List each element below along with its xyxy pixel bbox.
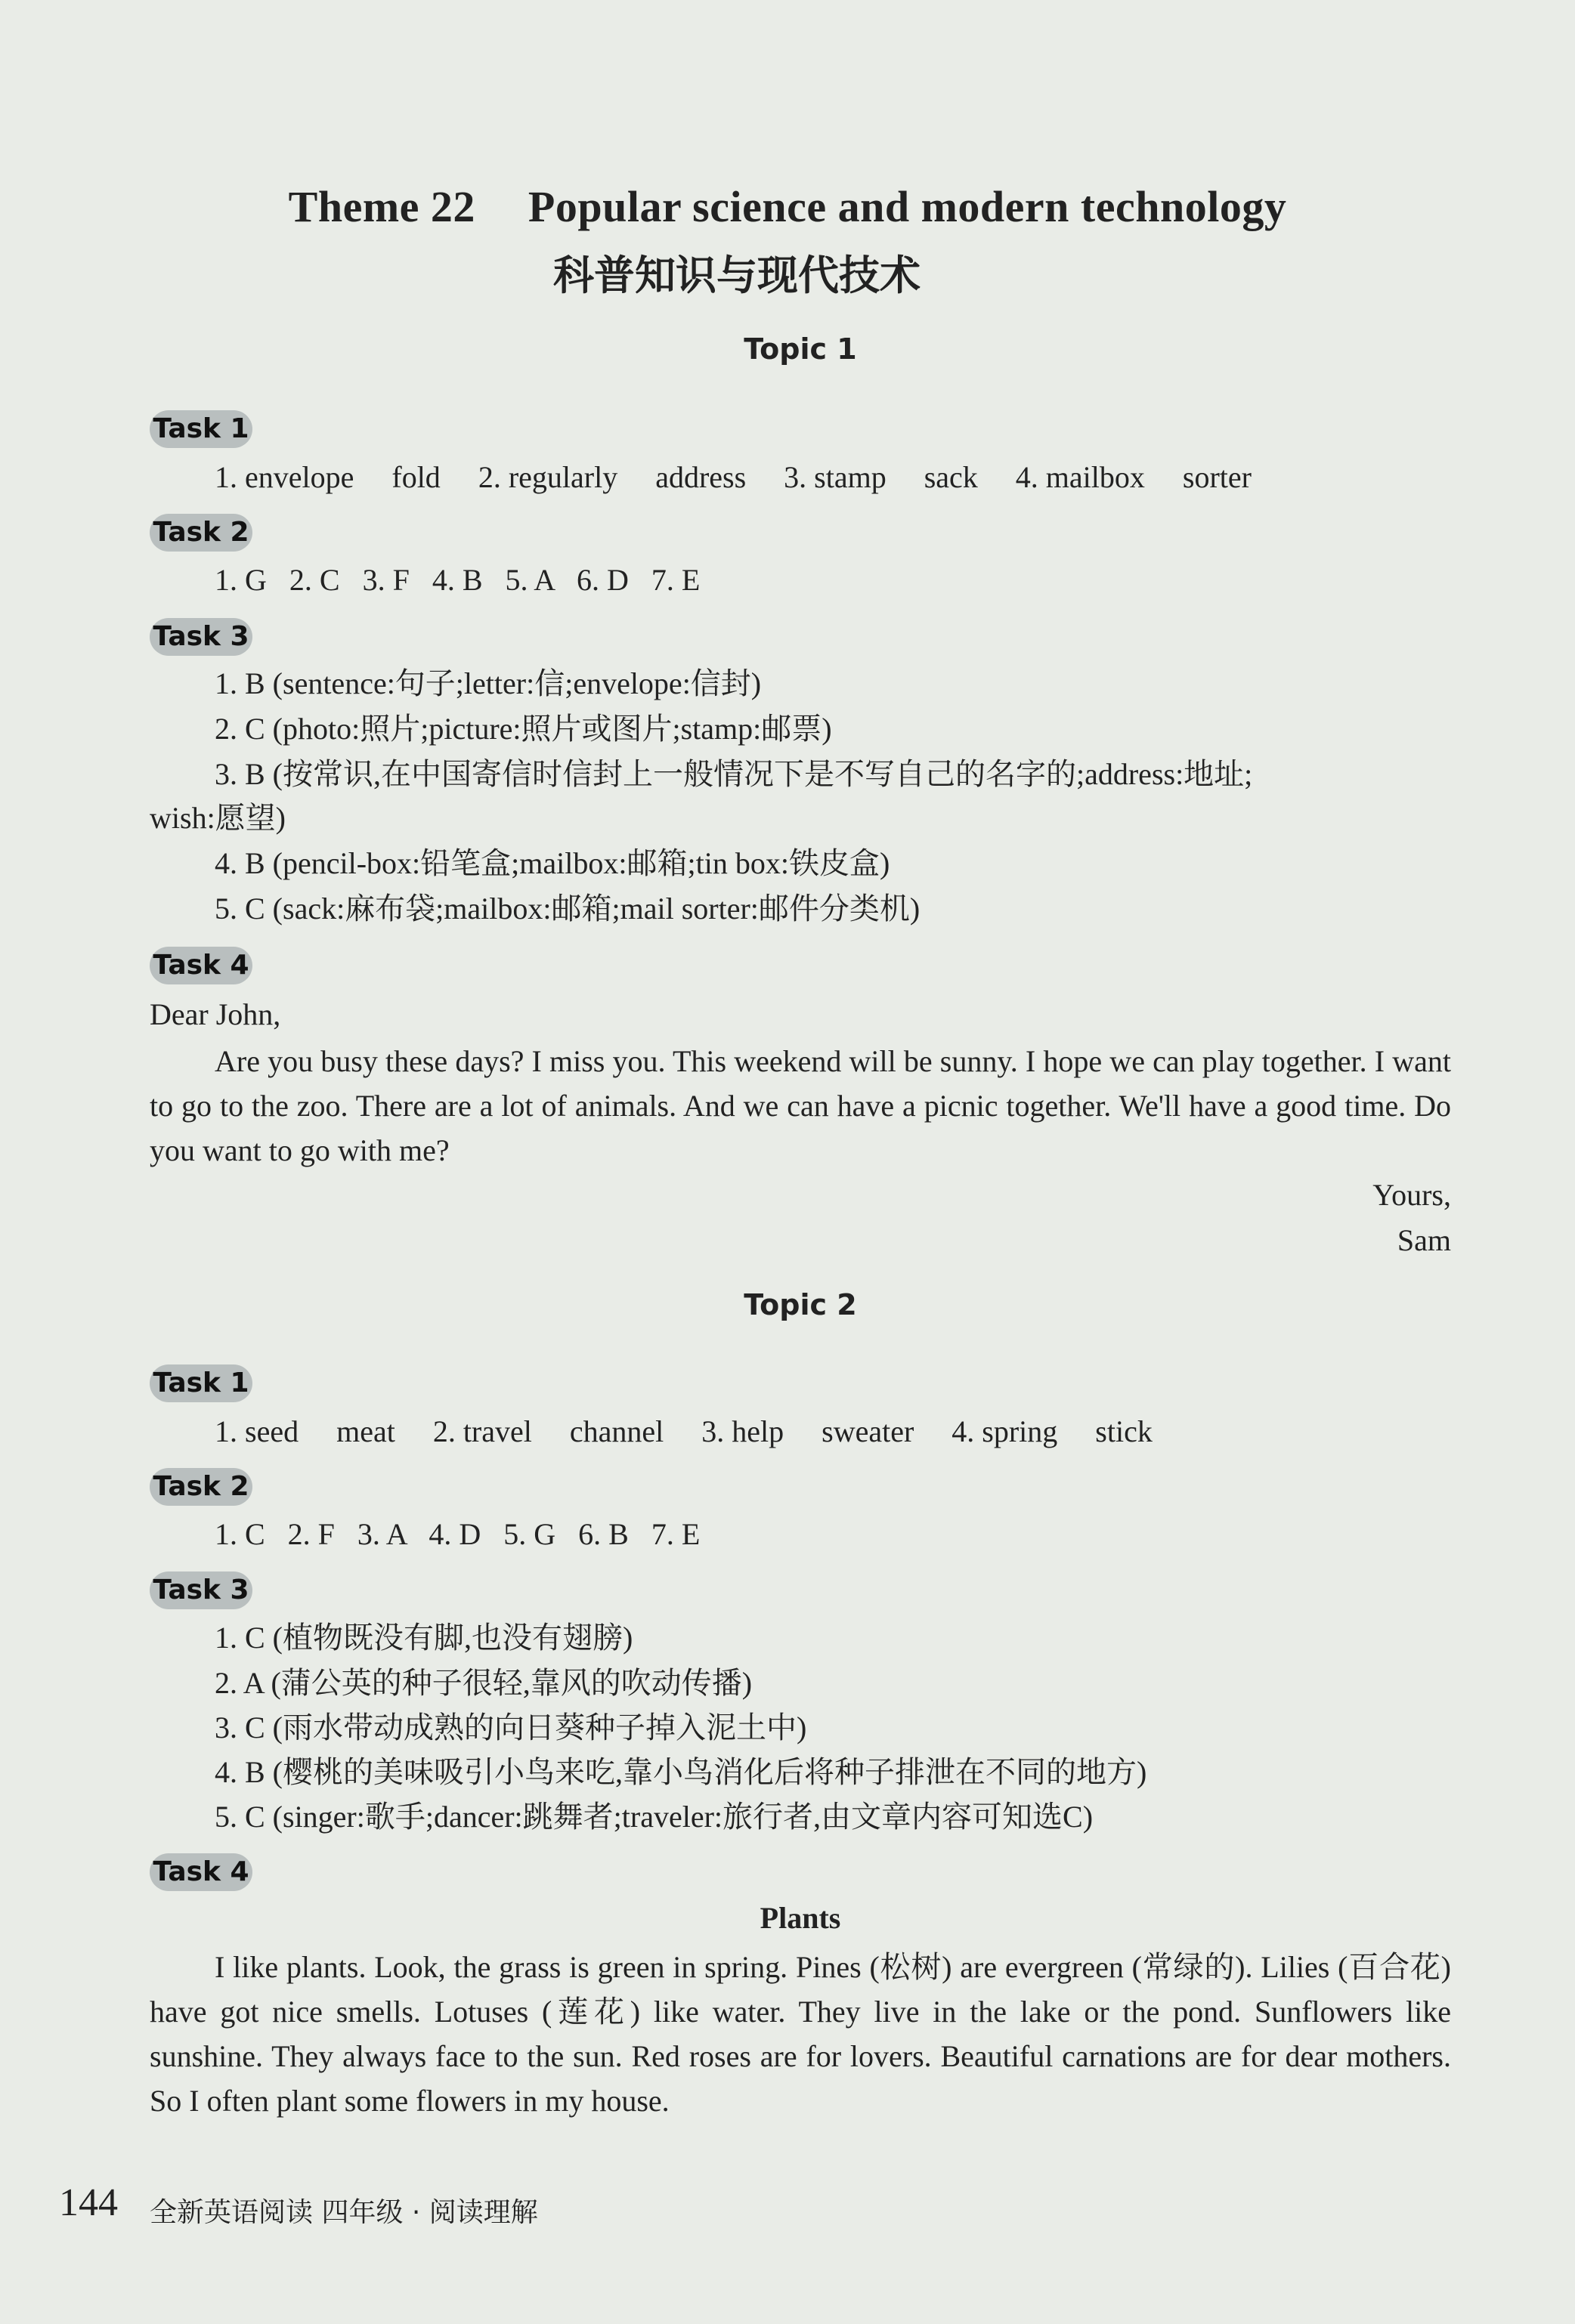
- topic2-task2-badge: Task 2: [150, 1468, 252, 1506]
- topic1-task3-badge: Task 3: [150, 618, 252, 656]
- topic2-task1-badge: Task 1: [150, 1364, 252, 1402]
- topic2-task3-line-5: 5. C (singer:歌手;dancer:跳舞者;traveler:旅行者,由文章内容可知选C): [215, 1800, 1094, 1834]
- topic-1-heading: Topic 1: [744, 332, 857, 366]
- topic-2-heading: Topic 2: [744, 1288, 857, 1321]
- theme-title-text: Popular science and modern technology: [528, 182, 1287, 231]
- topic1-task3-line-4: 4. B (pencil-box:铅笔盒;mailbox:邮箱;tin box:铁皮盒): [215, 846, 890, 880]
- theme-title-cn: 科普知识与现代技术: [553, 252, 921, 299]
- topic1-task1-answers: 1. envelope fold 2. regularly address 3. stamp sack 4. mailbox sorter: [215, 460, 1252, 494]
- letter-body: Are you busy these days? I miss you. This weekend will be sunny. I hope we can play together. I want to go to the zoo. There are a lot of animals. And we can have a picnic together. We'll have a good time. Do you want to go with me?: [150, 1044, 1451, 1167]
- page-number: 144: [59, 2181, 118, 2224]
- topic2-task3-line-1: 1. C (植物既没有脚,也没有翅膀): [215, 1621, 633, 1655]
- topic1-task2-badge: Task 2: [150, 514, 252, 552]
- letter-closing: Yours,: [1372, 1178, 1451, 1212]
- topic1-task3-line-2: 2. C (photo:照片;picture:照片或图片;stamp:邮票): [215, 712, 832, 746]
- topic2-task3-line-3: 3. C (雨水带动成熟的向日葵种子掉入泥土中): [215, 1711, 807, 1745]
- topic2-task3-badge: Task 3: [150, 1571, 252, 1609]
- essay-body: I like plants. Look, the grass is green in spring. Pines (松树) are evergreen (常绿的). Lilies (百合花) have got nice smells. Lotuses (莲花) like water. They live in the lake or the pond. Sunflowers like sunshine. They always face to the sun. Red roses are for lovers. Beautiful carnations are for dear mothers. So I often plant some flowers in my house.: [150, 1950, 1451, 2118]
- topic2-task1-answers: 1. seed meat 2. travel channel 3. help sweater 4. spring stick: [215, 1414, 1153, 1448]
- topic1-task1-badge: Task 1: [150, 410, 252, 448]
- topic1-task3-line-3b: wish:愿望): [150, 801, 286, 835]
- topic1-task3-line-1: 1. B (sentence:句子;letter:信;envelope:信封): [215, 666, 762, 700]
- letter-signature: Sam: [1397, 1223, 1451, 1257]
- topic1-task3-line-3: 3. B (按常识,在中国寄信时信封上一般情况下是不写自己的名字的;address:地址;: [215, 757, 1253, 791]
- footer-text: 全新英语阅读 四年级 · 阅读理解: [150, 2197, 538, 2228]
- letter-greeting: Dear John,: [150, 997, 281, 1031]
- topic2-task4-badge: Task 4: [150, 1853, 252, 1891]
- theme-title: [0, 181, 1575, 232]
- topic2-task3-line-2: 2. A (蒲公英的种子很轻,靠风的吹动传播): [215, 1666, 753, 1700]
- topic1-task3-line-5: 5. C (sack:麻布袋;mailbox:邮箱;mail sorter:邮件分类机): [215, 892, 921, 926]
- theme-number: Theme 22: [288, 182, 475, 231]
- topic2-task2-answers: 1. C 2. F 3. A 4. D 5. G 6. B 7. E: [215, 1517, 701, 1551]
- topic1-task4-badge: Task 4: [150, 947, 252, 984]
- topic1-task2-answers: 1. G 2. C 3. F 4. B 5. A 6. D 7. E: [215, 563, 701, 597]
- topic2-task3-line-4: 4. B (樱桃的美味吸引小鸟来吃,靠小鸟消化后将种子排泄在不同的地方): [215, 1755, 1147, 1789]
- essay-title: Plants: [760, 1901, 841, 1935]
